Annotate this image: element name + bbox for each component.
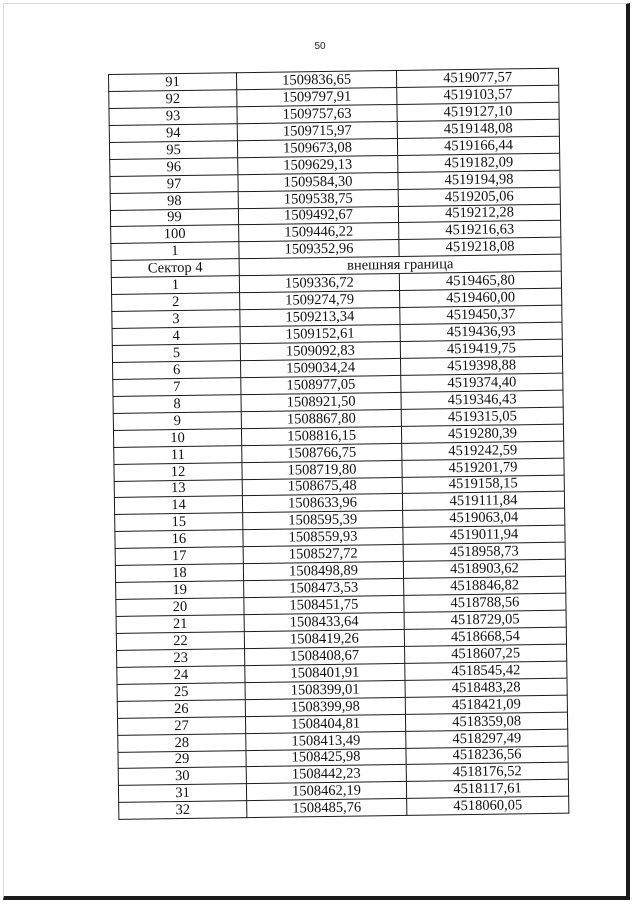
coordinate-y: 4519216,63: [399, 221, 561, 240]
coordinate-x: 1508404,81: [245, 714, 405, 733]
coordinate-y: 4519127,10: [397, 102, 559, 121]
coordinate-y: 4518668,54: [404, 627, 566, 646]
point-number: 25: [117, 682, 245, 701]
coordinate-y: 4518729,05: [404, 610, 566, 629]
coordinate-x: 1508977,05: [241, 375, 401, 394]
point-number: 92: [109, 90, 237, 109]
coordinate-y: 4519077,57: [396, 68, 558, 87]
point-number: 100: [111, 225, 239, 244]
coordinate-x: 1508559,93: [243, 528, 403, 547]
point-number: 12: [114, 462, 242, 481]
point-number: 18: [115, 564, 243, 583]
coordinate-x: 1508473,53: [244, 579, 404, 598]
point-number: 26: [117, 699, 245, 718]
coordinate-x: 1509274,79: [240, 291, 400, 310]
point-number: 24: [117, 665, 245, 684]
coordinate-x: 1508675,48: [242, 477, 402, 496]
coordinate-y: 4519201,79: [402, 458, 564, 477]
point-number: 4: [112, 327, 240, 346]
coordinate-x: 1509336,72: [239, 274, 399, 293]
point-number: 14: [114, 496, 242, 515]
point-number: 1: [111, 242, 239, 261]
point-number: 10: [113, 428, 241, 447]
coordinate-y: 4519465,80: [399, 271, 561, 290]
coordinate-y: 4519103,57: [397, 85, 559, 104]
coordinate-x: 1509673,08: [237, 138, 397, 157]
coordinate-y: 4519460,00: [400, 288, 562, 307]
coordinate-y: 4519166,44: [397, 136, 559, 155]
coordinate-x: 1509629,13: [238, 155, 398, 174]
point-number: 17: [115, 547, 243, 566]
coordinate-y: 4518176,52: [406, 763, 568, 782]
section-label: Сектор 4: [111, 259, 239, 278]
coordinate-x: 1509034,24: [241, 358, 401, 377]
coordinate-x: 1509538,75: [238, 189, 398, 208]
coordinate-x: 1509757,63: [237, 104, 397, 123]
point-number: 13: [114, 479, 242, 498]
coordinate-y: 4519398,88: [400, 356, 562, 375]
coordinate-y: 4519148,08: [397, 119, 559, 138]
coordinate-x: 1508633,96: [242, 494, 402, 513]
point-number: 3: [112, 310, 240, 329]
coordinate-x: 1508399,01: [245, 680, 405, 699]
coordinate-y: 4519419,75: [400, 339, 562, 358]
coordinate-y: 4518359,08: [405, 712, 567, 731]
coordinate-y: 4519242,59: [402, 441, 564, 460]
coordinate-y: 4519374,40: [401, 373, 563, 392]
coordinate-x: 1509836,65: [236, 70, 396, 89]
point-number: 8: [113, 394, 241, 413]
point-number: 98: [110, 191, 238, 210]
coordinate-y: 4519011,94: [403, 525, 565, 544]
coordinate-y: 4519218,08: [399, 238, 561, 257]
coordinate-x: 1509213,34: [240, 308, 400, 327]
coordinate-x: 1509797,91: [237, 87, 397, 106]
coordinate-x: 1508921,50: [241, 392, 401, 411]
coordinate-y: 4519205,06: [398, 187, 560, 206]
coordinate-x: 1508595,39: [243, 511, 403, 530]
coordinate-x: 1509152,61: [240, 325, 400, 344]
coordinate-y: 4519212,28: [398, 204, 560, 223]
coordinates-table-body: [109, 68, 569, 819]
coordinate-x: 1508462,19: [246, 782, 406, 801]
page-number: 50: [314, 41, 326, 52]
coordinate-x: 1508498,89: [243, 562, 403, 581]
coordinates-table: [108, 68, 569, 820]
point-number: 2: [112, 293, 240, 312]
point-number: 9: [113, 411, 241, 430]
point-number: 23: [117, 649, 245, 668]
coordinate-y: 4518297,49: [406, 729, 568, 748]
coordinate-x: 1508408,67: [245, 646, 405, 665]
point-number: 15: [115, 513, 243, 532]
point-number: 11: [114, 445, 242, 464]
coordinate-x: 1508401,91: [245, 663, 405, 682]
point-number: 5: [112, 344, 240, 363]
coordinate-x: 1509446,22: [239, 223, 399, 242]
coordinate-y: 4518483,28: [405, 678, 567, 697]
coordinate-y: 4518903,62: [403, 559, 565, 578]
point-number: 21: [116, 615, 244, 634]
coordinate-y: 4519315,05: [401, 407, 563, 426]
coordinate-x: 1508399,98: [245, 697, 405, 716]
coordinate-x: 1508766,75: [242, 443, 402, 462]
coordinate-y: 4519182,09: [398, 153, 560, 172]
coordinate-y: 4519436,93: [400, 322, 562, 341]
coordinate-x: 1509492,67: [238, 206, 398, 225]
section-subtitle: внешняя граница: [239, 255, 561, 276]
coordinate-x: 1509092,83: [240, 341, 400, 360]
point-number: 22: [116, 632, 244, 651]
point-number: 1: [111, 276, 239, 295]
coordinate-x: 1508867,80: [241, 409, 401, 428]
point-number: 93: [109, 107, 237, 126]
coordinate-y: 4518846,82: [404, 576, 566, 595]
point-number: 27: [117, 716, 245, 735]
coordinate-y: 4518958,73: [403, 542, 565, 561]
coordinates-table-wrap: [108, 68, 568, 820]
coordinate-y: 4518788,56: [404, 593, 566, 612]
coordinate-x: 1508433,64: [244, 612, 404, 631]
coordinate-y: 4518607,25: [405, 644, 567, 663]
coordinate-y: 4518060,05: [407, 796, 569, 815]
point-number: 20: [116, 598, 244, 617]
coordinate-x: 1508413,49: [246, 731, 406, 750]
coordinate-y: 4519450,37: [400, 305, 562, 324]
point-number: 28: [118, 733, 246, 752]
coordinate-x: 1508485,76: [247, 799, 407, 818]
coordinate-x: 1508527,72: [243, 545, 403, 564]
coordinate-y: 4519111,84: [402, 492, 564, 511]
point-number: 6: [113, 361, 241, 380]
coordinate-x: 1508451,75: [244, 595, 404, 614]
coordinate-x: 1508442,23: [246, 765, 406, 784]
coordinate-y: 4518117,61: [406, 780, 568, 799]
point-number: 16: [115, 530, 243, 549]
point-number: 19: [116, 581, 244, 600]
point-number: 91: [109, 73, 237, 92]
coordinate-x: 1508719,80: [242, 460, 402, 479]
coordinate-y: 4519280,39: [401, 424, 563, 443]
coordinate-y: 4519158,15: [402, 475, 564, 494]
point-number: 95: [109, 140, 237, 159]
coordinate-x: 1508425,98: [246, 748, 406, 767]
point-number: 94: [109, 124, 237, 143]
point-number: 31: [118, 784, 246, 803]
coordinate-y: 4518421,09: [405, 695, 567, 714]
coordinate-x: 1508816,15: [241, 426, 401, 445]
point-number: 7: [113, 378, 241, 397]
coordinate-y: 4519194,98: [398, 170, 560, 189]
coordinate-x: 1508419,26: [244, 629, 404, 648]
point-number: 97: [110, 174, 238, 193]
coordinate-x: 1509352,96: [239, 240, 399, 259]
point-number: 99: [110, 208, 238, 227]
coordinate-y: 4519063,04: [403, 509, 565, 528]
point-number: 32: [119, 801, 247, 820]
point-number: 29: [118, 750, 246, 769]
coordinate-x: 1509584,30: [238, 172, 398, 191]
coordinate-y: 4518545,42: [405, 661, 567, 680]
coordinate-y: 4518236,56: [406, 746, 568, 765]
point-number: 30: [118, 767, 246, 786]
coordinate-y: 4519346,43: [401, 390, 563, 409]
point-number: 96: [110, 157, 238, 176]
coordinate-x: 1509715,97: [237, 121, 397, 140]
